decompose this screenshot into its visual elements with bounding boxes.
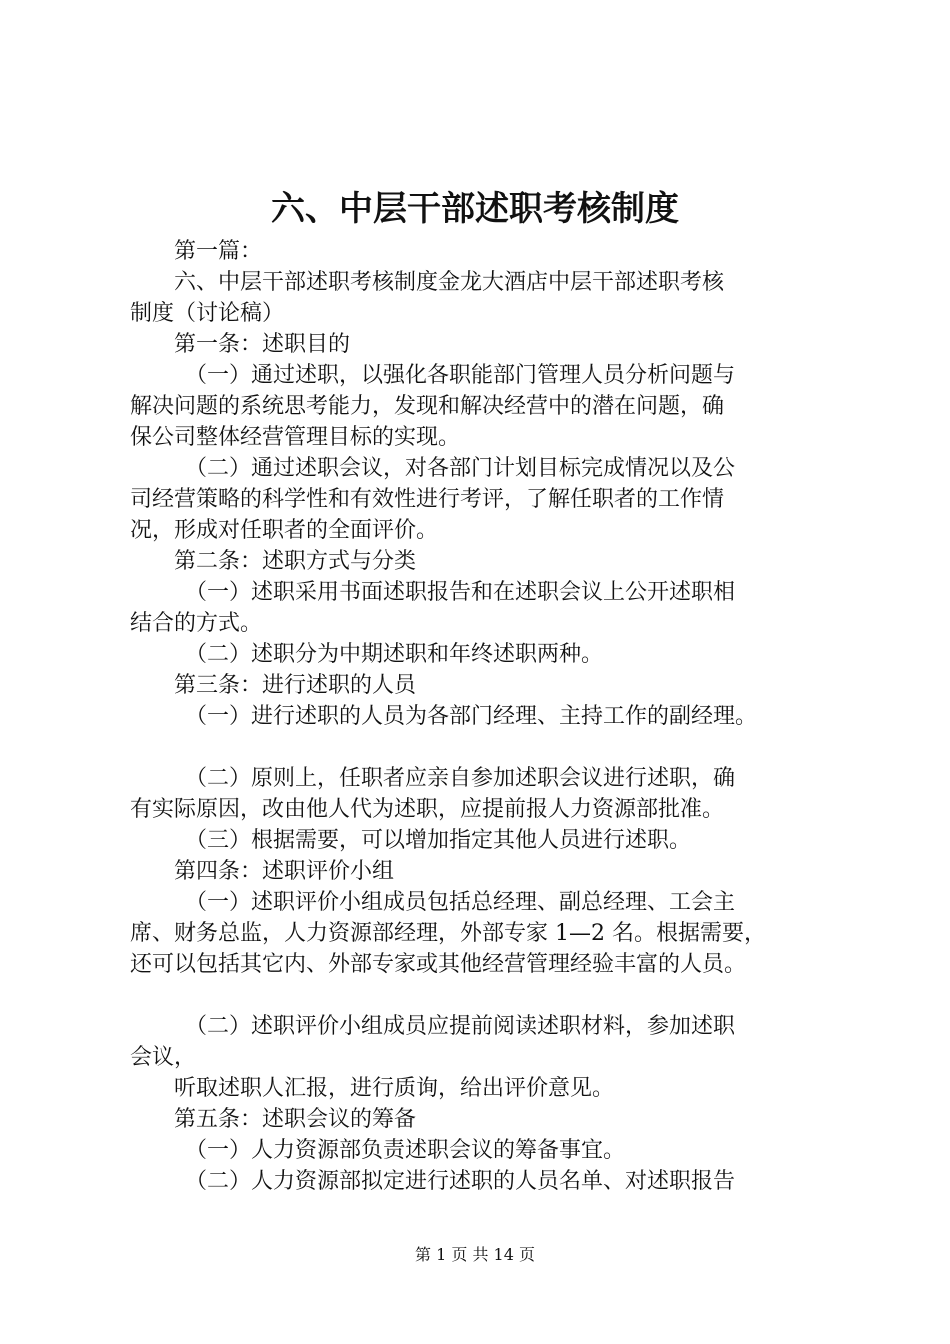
body-line: 第四条：述职评价小组 — [174, 859, 395, 884]
body-line: 第一条：述职目的 — [174, 332, 351, 357]
body-line: 结合的方式。 — [130, 611, 263, 636]
body-line: 制度（讨论稿） — [130, 301, 285, 326]
body-line: （一）通过述职，以强化各职能部门管理人员分析问题与 — [185, 363, 736, 388]
page-footer: 第 1 页 共 14 页 — [415, 1245, 535, 1264]
body-line: 司经营策略的科学性和有效性进行考评，了解任职者的工作情 — [130, 487, 725, 512]
body-line: 有实际原因，改由他人代为述职，应提前报人力资源部批准。 — [130, 797, 725, 822]
document-body — [130, 236, 830, 1197]
body-line: （一）述职评价小组成员包括总经理、副总经理、工会主 — [185, 890, 736, 915]
body-line: 第一篇： — [174, 239, 263, 264]
body-line: （二）述职分为中期述职和年终述职两种。 — [185, 642, 604, 667]
body-line: 会议， — [130, 1045, 197, 1070]
body-line: 第五条：述职会议的筹备 — [174, 1107, 417, 1132]
body-line: （三）根据需要，可以增加指定其他人员进行述职。 — [185, 828, 692, 853]
body-line: 还可以包括其它内、外部专家或其他经营管理经验丰富的人员。 — [130, 952, 747, 977]
body-line: （一）进行述职的人员为各部门经理、主持工作的副经理。 — [185, 704, 758, 729]
body-line: 况，形成对任职者的全面评价。 — [130, 518, 439, 543]
body-line: （二）通过述职会议，对各部门计划目标完成情况以及公 — [185, 456, 736, 481]
body-line: 席、财务总监，人力资源部经理，外部专家 1—2 名。根据需要， — [130, 921, 766, 946]
document-title: 六、中层干部述职考核制度 — [271, 189, 679, 229]
body-line: 保公司整体经营管理目标的实现。 — [130, 425, 461, 450]
body-line: 听取述职人汇报，进行质询，给出评价意见。 — [174, 1076, 615, 1101]
body-line: 解决问题的系统思考能力，发现和解决经营中的潜在问题，确 — [130, 394, 725, 419]
body-line: 第三条：进行述职的人员 — [174, 673, 417, 698]
body-line: （一）述职采用书面述职报告和在述职会议上公开述职相 — [185, 580, 736, 605]
body-line: 六、中层干部述职考核制度金龙大酒店中层干部述职考核 — [174, 270, 725, 295]
blank-line — [130, 732, 830, 763]
body-line: （二）人力资源部拟定进行述职的人员名单、对述职报告 — [185, 1169, 736, 1194]
body-line: （一）人力资源部负责述职会议的筹备事宜。 — [185, 1138, 626, 1163]
body-line: （二）述职评价小组成员应提前阅读述职材料，参加述职 — [185, 1014, 736, 1039]
body-line: （二）原则上，任职者应亲自参加述职会议进行述职，确 — [185, 766, 736, 791]
body-line: 第二条：述职方式与分类 — [174, 549, 417, 574]
blank-line — [130, 980, 830, 1011]
